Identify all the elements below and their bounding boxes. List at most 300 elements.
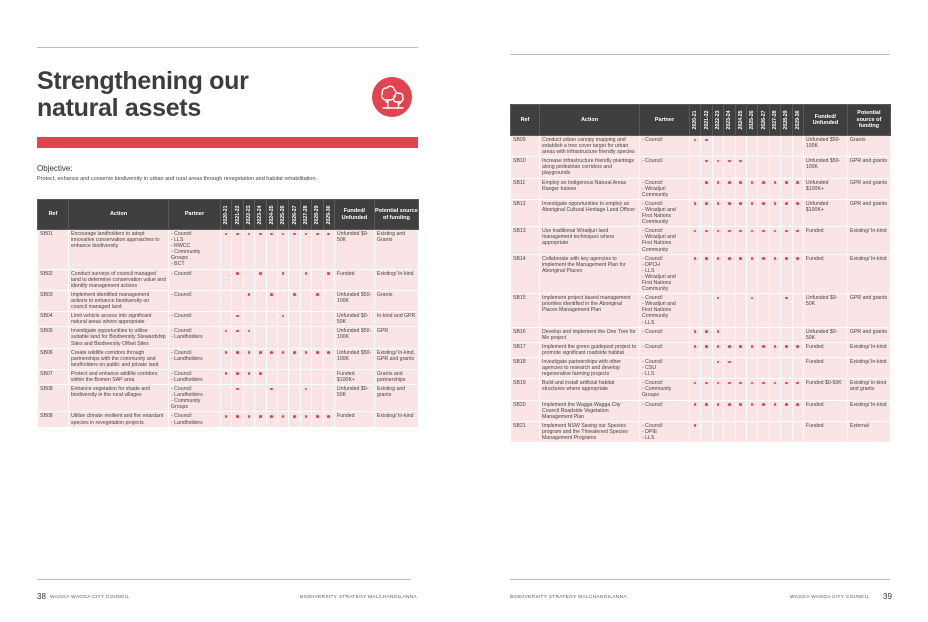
row-action: Use traditional Wiradjuri land management techniques where appropriate [540, 227, 640, 254]
scheduled-dot [259, 351, 262, 354]
row-ref: SB03 [38, 290, 69, 311]
row-ref: SB02 [38, 269, 69, 290]
row-action: Employ an Indigenous Natural Areas Ranger trainee [540, 178, 640, 199]
year-cell [221, 269, 232, 290]
year-cell [735, 178, 746, 199]
year-cell [712, 342, 723, 357]
year-cell [712, 379, 723, 400]
year-cell [712, 136, 723, 157]
header-year [300, 200, 311, 230]
year-cell [221, 230, 232, 270]
year-cell [735, 254, 746, 294]
year-cell [724, 379, 735, 400]
row-action: Implement project based management priorities identified in the Aboriginal Places Management Plan [540, 294, 640, 327]
row-ref: SB11 [511, 178, 540, 199]
scheduled-dot [694, 403, 697, 406]
footer-strategy: BIODIVERSITY STRATEGY MALCHANGILANNA [510, 595, 627, 600]
year-cell [712, 227, 723, 254]
scheduled-dot [705, 139, 708, 142]
scheduled-dot [774, 257, 777, 260]
row-source: In-kind and GPR [374, 312, 418, 327]
year-cell [701, 358, 712, 379]
partner-item: - Council [171, 413, 218, 419]
scheduled-dot [236, 233, 239, 236]
year-cell [277, 369, 288, 384]
year-cell [769, 421, 780, 442]
partner-item: - LLS [642, 320, 687, 326]
header-year [323, 200, 334, 230]
year-cell [243, 327, 254, 348]
year-cell [243, 412, 254, 427]
scheduled-dot [728, 361, 731, 364]
scheduled-dot [270, 293, 273, 296]
row-funded: Funded [803, 358, 847, 379]
row-ref: SB19 [511, 379, 540, 400]
row-partners [640, 227, 690, 254]
table-row [511, 358, 891, 379]
year-cell [277, 290, 288, 311]
year-cell [724, 157, 735, 178]
scheduled-dot [248, 293, 251, 296]
year-cell [735, 421, 746, 442]
year-cell [255, 369, 266, 384]
partner-item: - Council [171, 231, 218, 237]
scheduled-dot [282, 233, 285, 236]
header-ref: Ref [38, 200, 69, 230]
partner-item: - RWCC [171, 243, 218, 249]
table-body [38, 230, 419, 428]
partner-item: - Landholders [171, 377, 218, 383]
row-funded: Unfunded $0-50K [334, 230, 374, 270]
row-partners [640, 400, 690, 421]
scheduled-dot [796, 181, 799, 184]
row-source: Existing/ in-kind and grants [847, 379, 890, 400]
year-cell [724, 342, 735, 357]
year-cell [300, 412, 311, 427]
row-action: Implement NSW Saving our Species program and the Threatened Species Management Programs [540, 421, 640, 442]
row-partners [640, 342, 690, 357]
partner-item: - Council [171, 292, 218, 298]
scheduled-dot [236, 351, 239, 354]
partner-item: - Community Groups [171, 398, 218, 410]
title-line-1: Strengthening our [37, 67, 249, 95]
row-funded: Funded [334, 412, 374, 427]
partner-item: - Community Groups [171, 249, 218, 261]
year-cell [300, 269, 311, 290]
year-cell [735, 327, 746, 342]
row-action: Utilise climate resilient and fire retardant species in revegetation projects [69, 412, 169, 427]
year-cell [243, 230, 254, 270]
row-funded: Funded [803, 254, 847, 294]
scheduled-dot [248, 351, 251, 354]
partner-list [171, 313, 218, 319]
row-source: GPR and grants [847, 157, 890, 178]
year-cell [221, 290, 232, 311]
scheduled-dot [248, 415, 251, 418]
row-partners [640, 254, 690, 294]
row-action: Collaborate with key agencies to implement the Management Plan for Aboriginal Places [540, 254, 640, 294]
year-cell [289, 269, 300, 290]
year-cell [323, 290, 334, 311]
row-ref: SB08 [38, 412, 69, 427]
header-year [312, 200, 323, 230]
row-ref: SB07 [38, 369, 69, 384]
row-source: Existing and Grants [374, 230, 418, 270]
scheduled-dot [225, 351, 228, 354]
partner-list [171, 413, 218, 425]
header-action: Action [69, 200, 169, 230]
row-funded: Funded [334, 269, 374, 290]
scheduled-dot [728, 202, 731, 205]
partner-item: - Council [642, 344, 687, 350]
year-cell [735, 227, 746, 254]
scheduled-dot [225, 233, 228, 236]
scheduled-dot [305, 388, 308, 391]
row-ref: SB20 [511, 400, 540, 421]
row-ref: SB08 [38, 385, 69, 412]
scheduled-dot [751, 202, 754, 205]
year-cell [277, 412, 288, 427]
partner-list [171, 292, 218, 298]
year-cell [735, 199, 746, 226]
year-cell [690, 294, 701, 327]
header-year [758, 105, 769, 136]
row-partners [640, 379, 690, 400]
row-source: GPR and grants [847, 294, 890, 327]
partner-item: - Council [642, 256, 687, 262]
partner-list [642, 228, 687, 252]
year-cell [690, 379, 701, 400]
year-cell [769, 157, 780, 178]
row-source: Existing/ In-kind [847, 227, 890, 254]
year-cell [712, 421, 723, 442]
year-cell [735, 358, 746, 379]
scheduled-dot [694, 202, 697, 205]
year-cell [769, 400, 780, 421]
scheduled-dot [785, 230, 788, 233]
scheduled-dot [717, 257, 720, 260]
year-cell [255, 348, 266, 369]
partner-item: - Council [171, 328, 218, 334]
row-partners [169, 348, 221, 369]
year-cell [712, 327, 723, 342]
year-label: 2029-30 [325, 204, 332, 225]
header-funded: Funded/ Unfunded [334, 200, 374, 230]
year-cell [221, 369, 232, 384]
year-cell [221, 385, 232, 412]
header-year [277, 200, 288, 230]
scheduled-dot [705, 257, 708, 260]
header-year [255, 200, 266, 230]
table-row [38, 385, 419, 412]
year-cell [300, 327, 311, 348]
header-year [289, 200, 300, 230]
header-source: Potential source of funding [374, 200, 418, 230]
year-cell [701, 421, 712, 442]
year-cell [792, 327, 803, 342]
year-cell [724, 178, 735, 199]
table-row [38, 312, 419, 327]
scheduled-dot [717, 345, 720, 348]
year-cell [300, 369, 311, 384]
scheduled-dot [705, 345, 708, 348]
year-cell [690, 400, 701, 421]
partner-item: - DPIE [642, 429, 687, 435]
year-cell [690, 199, 701, 226]
year-cell [232, 312, 243, 327]
year-label: 2023-24 [257, 204, 264, 225]
year-label: 2026-27 [291, 204, 298, 225]
row-ref: SB12 [511, 199, 540, 226]
year-cell [781, 342, 792, 357]
scheduled-dot [327, 351, 330, 354]
scheduled-dot [282, 315, 285, 318]
year-label: 2021-22 [234, 204, 241, 225]
year-label: 2022-23 [245, 204, 252, 225]
year-label: 2025-26 [748, 110, 755, 130]
scheduled-dot [796, 257, 799, 260]
row-partners [169, 369, 221, 384]
row-partners [169, 312, 221, 327]
partner-item: - Council [171, 386, 218, 392]
partner-item: - DPCH [642, 262, 687, 268]
scheduled-dot [728, 345, 731, 348]
row-partners [640, 294, 690, 327]
table-row [38, 290, 419, 311]
scheduled-dot [282, 351, 285, 354]
row-funded: Unfunded $0-50K [803, 294, 847, 327]
scheduled-dot [739, 160, 742, 163]
year-cell [232, 269, 243, 290]
scheduled-dot [225, 330, 228, 333]
row-funded: Funded $100K+ [334, 369, 374, 384]
row-partners [640, 327, 690, 342]
row-source: GPR and grants [847, 327, 890, 342]
partner-list [642, 423, 687, 441]
year-cell [690, 136, 701, 157]
year-cell [781, 136, 792, 157]
row-funded: Funded [803, 227, 847, 254]
header-source: Potential source of funding [847, 105, 890, 136]
scheduled-dot [751, 297, 754, 300]
partner-list [171, 231, 218, 268]
year-cell [792, 294, 803, 327]
row-ref: SB15 [511, 294, 540, 327]
year-label: 2027-28 [771, 110, 778, 130]
row-ref: SB04 [38, 312, 69, 327]
scheduled-dot [762, 403, 765, 406]
row-funded: Unfunded $50-100K [803, 136, 847, 157]
year-cell [746, 199, 757, 226]
year-cell [243, 290, 254, 311]
year-cell [735, 379, 746, 400]
footer-council: WAGGA WAGGA CITY COUNCIL [50, 595, 130, 600]
scheduled-dot [293, 293, 296, 296]
year-cell [792, 157, 803, 178]
year-cell [781, 327, 792, 342]
scheduled-dot [785, 257, 788, 260]
year-cell [701, 400, 712, 421]
scheduled-dot [270, 388, 273, 391]
year-cell [769, 379, 780, 400]
scheduled-dot [248, 330, 251, 333]
scheduled-dot [717, 230, 720, 233]
scheduled-dot [785, 297, 788, 300]
scheduled-dot [694, 257, 697, 260]
scheduled-dot [762, 345, 765, 348]
year-cell [701, 327, 712, 342]
year-cell [255, 327, 266, 348]
scheduled-dot [751, 230, 754, 233]
scheduled-dot [259, 272, 262, 275]
partner-item: - Landholders [171, 356, 218, 362]
year-cell [323, 269, 334, 290]
table-row [511, 327, 891, 342]
header-year [735, 105, 746, 136]
year-cell [690, 342, 701, 357]
partner-item: - Wiradjuri and First Nations Community [642, 301, 687, 319]
partner-list [642, 158, 687, 164]
year-cell [758, 400, 769, 421]
year-cell [758, 136, 769, 157]
scheduled-dot [728, 160, 731, 163]
header-year [792, 105, 803, 136]
year-cell [724, 400, 735, 421]
scheduled-dot [717, 382, 720, 385]
row-funded: Unfunded $50-100K [334, 348, 374, 369]
scheduled-dot [728, 230, 731, 233]
year-cell [724, 199, 735, 226]
scheduled-dot [751, 382, 754, 385]
row-partners [169, 327, 221, 348]
year-cell [735, 136, 746, 157]
scheduled-dot [728, 257, 731, 260]
row-funded: Unfunded $50-100K [334, 290, 374, 311]
year-cell [701, 199, 712, 226]
scheduled-dot [774, 345, 777, 348]
partner-list [642, 344, 687, 350]
scheduled-dot [293, 415, 296, 418]
scheduled-dot [751, 181, 754, 184]
year-cell [323, 369, 334, 384]
scheduled-dot [282, 415, 285, 418]
year-cell [289, 385, 300, 412]
partner-item: - Landholders [171, 420, 218, 426]
scheduled-dot [762, 230, 765, 233]
year-cell [781, 421, 792, 442]
header-year [221, 200, 232, 230]
year-cell [712, 294, 723, 327]
scheduled-dot [774, 382, 777, 385]
year-cell [232, 385, 243, 412]
year-cell [781, 157, 792, 178]
row-action: Create wildlife corridors through partnerships with the community and landholders on public and private land [69, 348, 169, 369]
partner-list [171, 328, 218, 340]
year-cell [758, 327, 769, 342]
scheduled-dot [796, 382, 799, 385]
scheduled-dot [248, 372, 251, 375]
year-cell [266, 230, 277, 270]
year-cell [735, 342, 746, 357]
year-cell [712, 400, 723, 421]
row-partners [640, 199, 690, 226]
table-row [511, 157, 891, 178]
row-action: Implement the green guidepost project to promote significant roadside habitat [540, 342, 640, 357]
row-funded: Unfunded $50-100K [803, 157, 847, 178]
year-cell [266, 327, 277, 348]
year-cell [323, 312, 334, 327]
page-number: 39 [883, 592, 892, 601]
partner-item: - Council [642, 295, 687, 301]
scheduled-dot [739, 257, 742, 260]
actions-table-left [37, 199, 419, 428]
scheduled-dot [293, 351, 296, 354]
year-label: 2021-22 [703, 110, 710, 130]
year-cell [690, 227, 701, 254]
year-cell [312, 327, 323, 348]
partner-item: - Council [171, 271, 218, 277]
scheduled-dot [694, 424, 697, 427]
year-cell [781, 199, 792, 226]
year-cell [781, 254, 792, 294]
partner-item: - CSU [642, 365, 687, 371]
row-source: Grants and partnerships [374, 369, 418, 384]
partner-item: - Council [642, 137, 687, 143]
year-cell [724, 421, 735, 442]
year-cell [735, 400, 746, 421]
year-cell [769, 342, 780, 357]
row-source: Existing/ In-kind [374, 269, 418, 290]
row-partners [640, 178, 690, 199]
year-cell [724, 327, 735, 342]
header-ref: Ref [511, 105, 540, 136]
header-partner: Partner [169, 200, 221, 230]
row-funded: Funded [803, 400, 847, 421]
row-source: Existing/ In-kind [847, 358, 890, 379]
table-row [511, 421, 891, 442]
trees-icon [372, 77, 412, 117]
actions-table-right [510, 104, 891, 443]
year-cell [243, 348, 254, 369]
row-action: Develop and implement the One Tree for Me project [540, 327, 640, 342]
scheduled-dot [739, 230, 742, 233]
header-year [701, 105, 712, 136]
header-partner: Partner [640, 105, 690, 136]
year-label: 2028-29 [783, 110, 790, 130]
year-cell [769, 199, 780, 226]
row-funded: Funded $0-50K [803, 379, 847, 400]
year-cell [289, 290, 300, 311]
row-source: Existing and grants [374, 385, 418, 412]
year-cell [758, 254, 769, 294]
row-action: Implement identified management actions to enhance biodiversity on council managed land [69, 290, 169, 311]
year-cell [255, 312, 266, 327]
table-row [38, 348, 419, 369]
scheduled-dot [694, 230, 697, 233]
row-ref: SB21 [511, 421, 540, 442]
year-cell [266, 369, 277, 384]
row-ref: SB18 [511, 358, 540, 379]
row-action: Enhance vegetation for shade and biodiversity in the rural villages [69, 385, 169, 412]
partner-item: - Council [171, 350, 218, 356]
partner-list [642, 137, 687, 143]
partner-item: - LLS [642, 371, 687, 377]
scheduled-dot [236, 415, 239, 418]
year-cell [746, 157, 757, 178]
year-cell [769, 136, 780, 157]
year-cell [300, 290, 311, 311]
row-partners [169, 412, 221, 427]
